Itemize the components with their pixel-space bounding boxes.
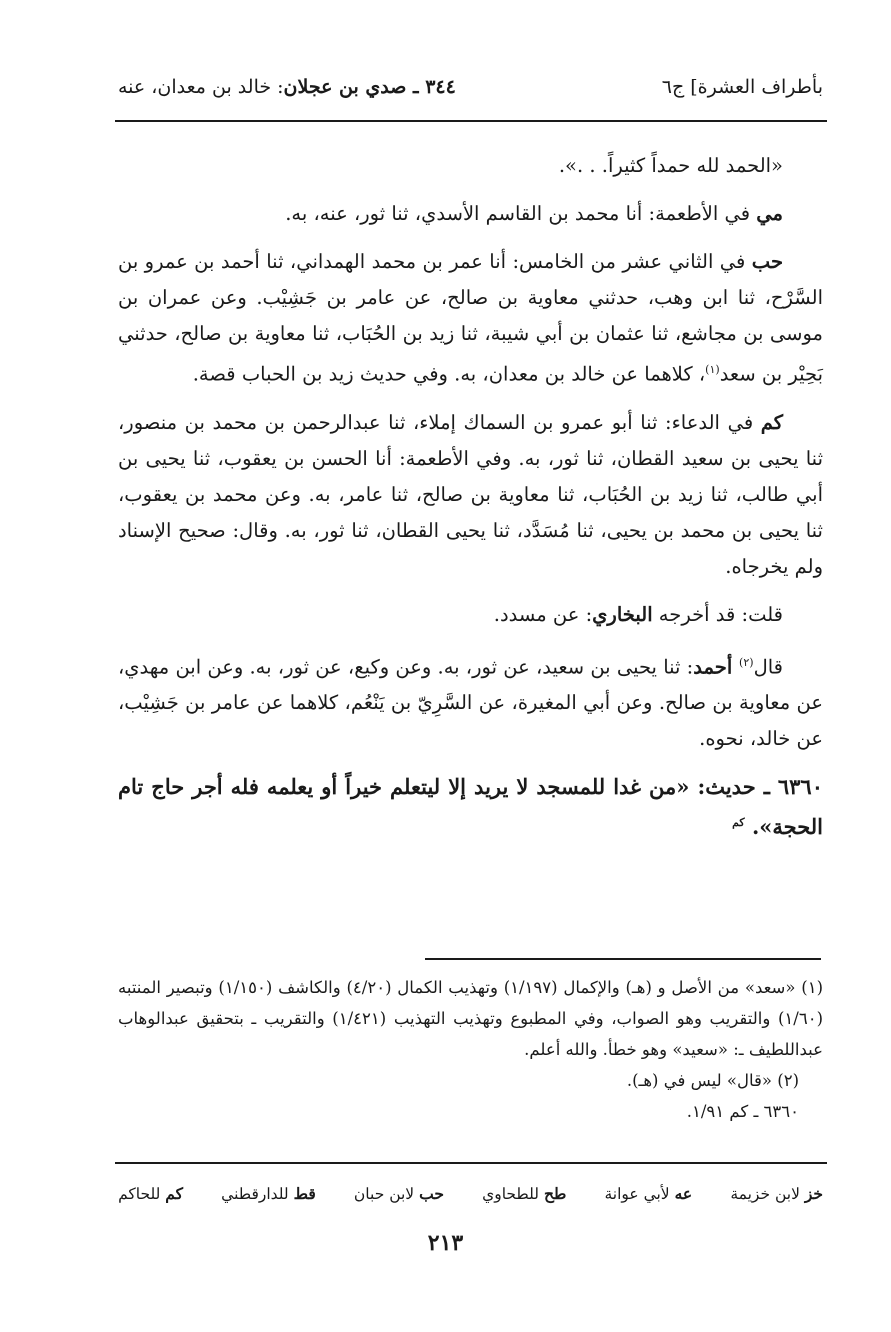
hadith-margin-note: كم [732, 816, 745, 829]
legend-divider [115, 1162, 827, 1164]
source-code-hb: حب [751, 250, 783, 273]
paragraph-5-text-b: : عن مسدد. [493, 602, 593, 626]
hadith-text: : «من غدا للمسجد لا يريد إلا ليتعلم خيراً أو يعلمه فله أجر حاج تام الحجة». [118, 774, 823, 839]
paragraph-2 [118, 196, 823, 232]
source-bukhari: البخاري [592, 602, 653, 626]
paragraph-4 [118, 405, 823, 585]
paragraph-5-text-a: قلت: قد أخرجه [652, 602, 783, 626]
source-code-mi: مي [756, 202, 783, 225]
running-header [118, 70, 823, 104]
header-title [118, 76, 456, 98]
footnotes [118, 972, 823, 1127]
paragraph-1: «الحمد لله حمداً كثيراً. . .». [558, 154, 783, 177]
header-chapter: ٣٤٤ ـ صدي بن عجلان [283, 76, 456, 98]
footnote-3: ٦٣٦٠ ـ كم ١/٩١. [686, 1102, 799, 1121]
abbreviation-legend [118, 1178, 823, 1208]
legend-item: كم للحاكم [118, 1183, 183, 1203]
hadith-entry [118, 769, 823, 845]
hadith-number: ٦٣٦٠ ـ حديث [705, 774, 823, 799]
header-narrator: : خالد بن معدان، عنه [118, 76, 284, 98]
source-ahmad: أحمد [693, 655, 740, 678]
paragraph-3-text-a: في الثاني عشر من الخامس: أنا عمر بن محمد الهمداني، ثنا أحمد بن عمرو بن السَّرْح، ثنا ابن وهب، حدثني معاوية بن صالح، عن عامر بن جَشِيْب. وعن عمران بن موسى بن مجاشع، ثنا عثمان بن أبي شيبة، ثنا زيد بن الحُبَاب، ثنا معاوية بن صالح، حدثني بَحِيْر بن سعد [118, 250, 823, 386]
paragraph-6-text-a: قال [753, 655, 783, 678]
paragraph-3 [118, 244, 823, 393]
footnote-1: (١) «سعد» من الأصل و (هـ) والإكمال (١/١٩٧) وتهذيب الكمال (٤/٢٠) والكاشف (١/١٥٠) وتبصير المنتبه (١/٦٠) والتقريب وهو الصواب، وفي المطبوع وتهذيب التهذيب (١/٤٢١) والتقريب ـ بتحقيق عبدالوهاب عبداللطيف ـ: «سعيد» وهو خطأ. والله أعلم. [118, 978, 823, 1059]
paragraph-3-text-b: ، كلاهما عن خالد بن معدان، به. وفي حديث زيد بن الحباب قصة. [192, 362, 706, 386]
legend-item: خز لابن خزيمة [730, 1183, 823, 1203]
header-volume: بأطراف العشرة] ج٦ [661, 76, 823, 98]
paragraph-4-text: في الدعاء: ثنا أبو عمرو بن السماك إملاء، ثنا عبدالرحمن بن محمد بن منصور، ثنا يحيى بن سعيد القطان، ثنا ثور، به. وفي الأطعمة: أنا الحسن بن يعقوب، ثنا يحيى بن أبي طالب، ثنا زيد بن الحُبَاب، ثنا معاوية بن صالح، ثنا عامر، به. وعن محمد بن يعقوب، ثنا يحيى بن محمد بن يحيى، ثنا مُسَدَّد، ثنا يحيى القطان، ثنا ثور، به. وقال: صحيح الإسناد ولم يخرجاه. [118, 410, 823, 578]
header-divider [115, 120, 827, 122]
legend-item: طح للطحاوي [482, 1183, 567, 1203]
paragraph-2-text: في الأطعمة: أنا محمد بن القاسم الأسدي، ثنا ثور، عنه، به. [285, 202, 757, 225]
footnote-ref-1: (١) [705, 363, 720, 376]
source-code-km: كم [760, 410, 783, 434]
legend-item: عه لأبي عوانة [604, 1183, 693, 1203]
footnote-ref-2: (٢) [739, 655, 754, 669]
legend-item: قط للدارقطني [221, 1183, 316, 1203]
legend-item: حب لابن حبان [353, 1183, 444, 1203]
main-text [118, 148, 823, 857]
footnote-2: (٢) «قال» ليس في (هـ). [626, 1071, 799, 1090]
paragraph-6-text-b: : ثنا يحيى بن سعيد، عن ثور، به. وعن وكيع، عن ثور، به. وعن ابن مهدي، عن معاوية بن صالح. وعن أبي المغيرة، عن السَّرِيّ بن يَنْعُم، كلاهما عن عامر بن جَشِيْب، عن خالد، نحوه. [118, 655, 823, 750]
footnote-divider [425, 958, 821, 960]
page-number: ٢١٣ [427, 1230, 464, 1256]
paragraph-5 [118, 597, 823, 633]
paragraph-6 [118, 645, 823, 758]
